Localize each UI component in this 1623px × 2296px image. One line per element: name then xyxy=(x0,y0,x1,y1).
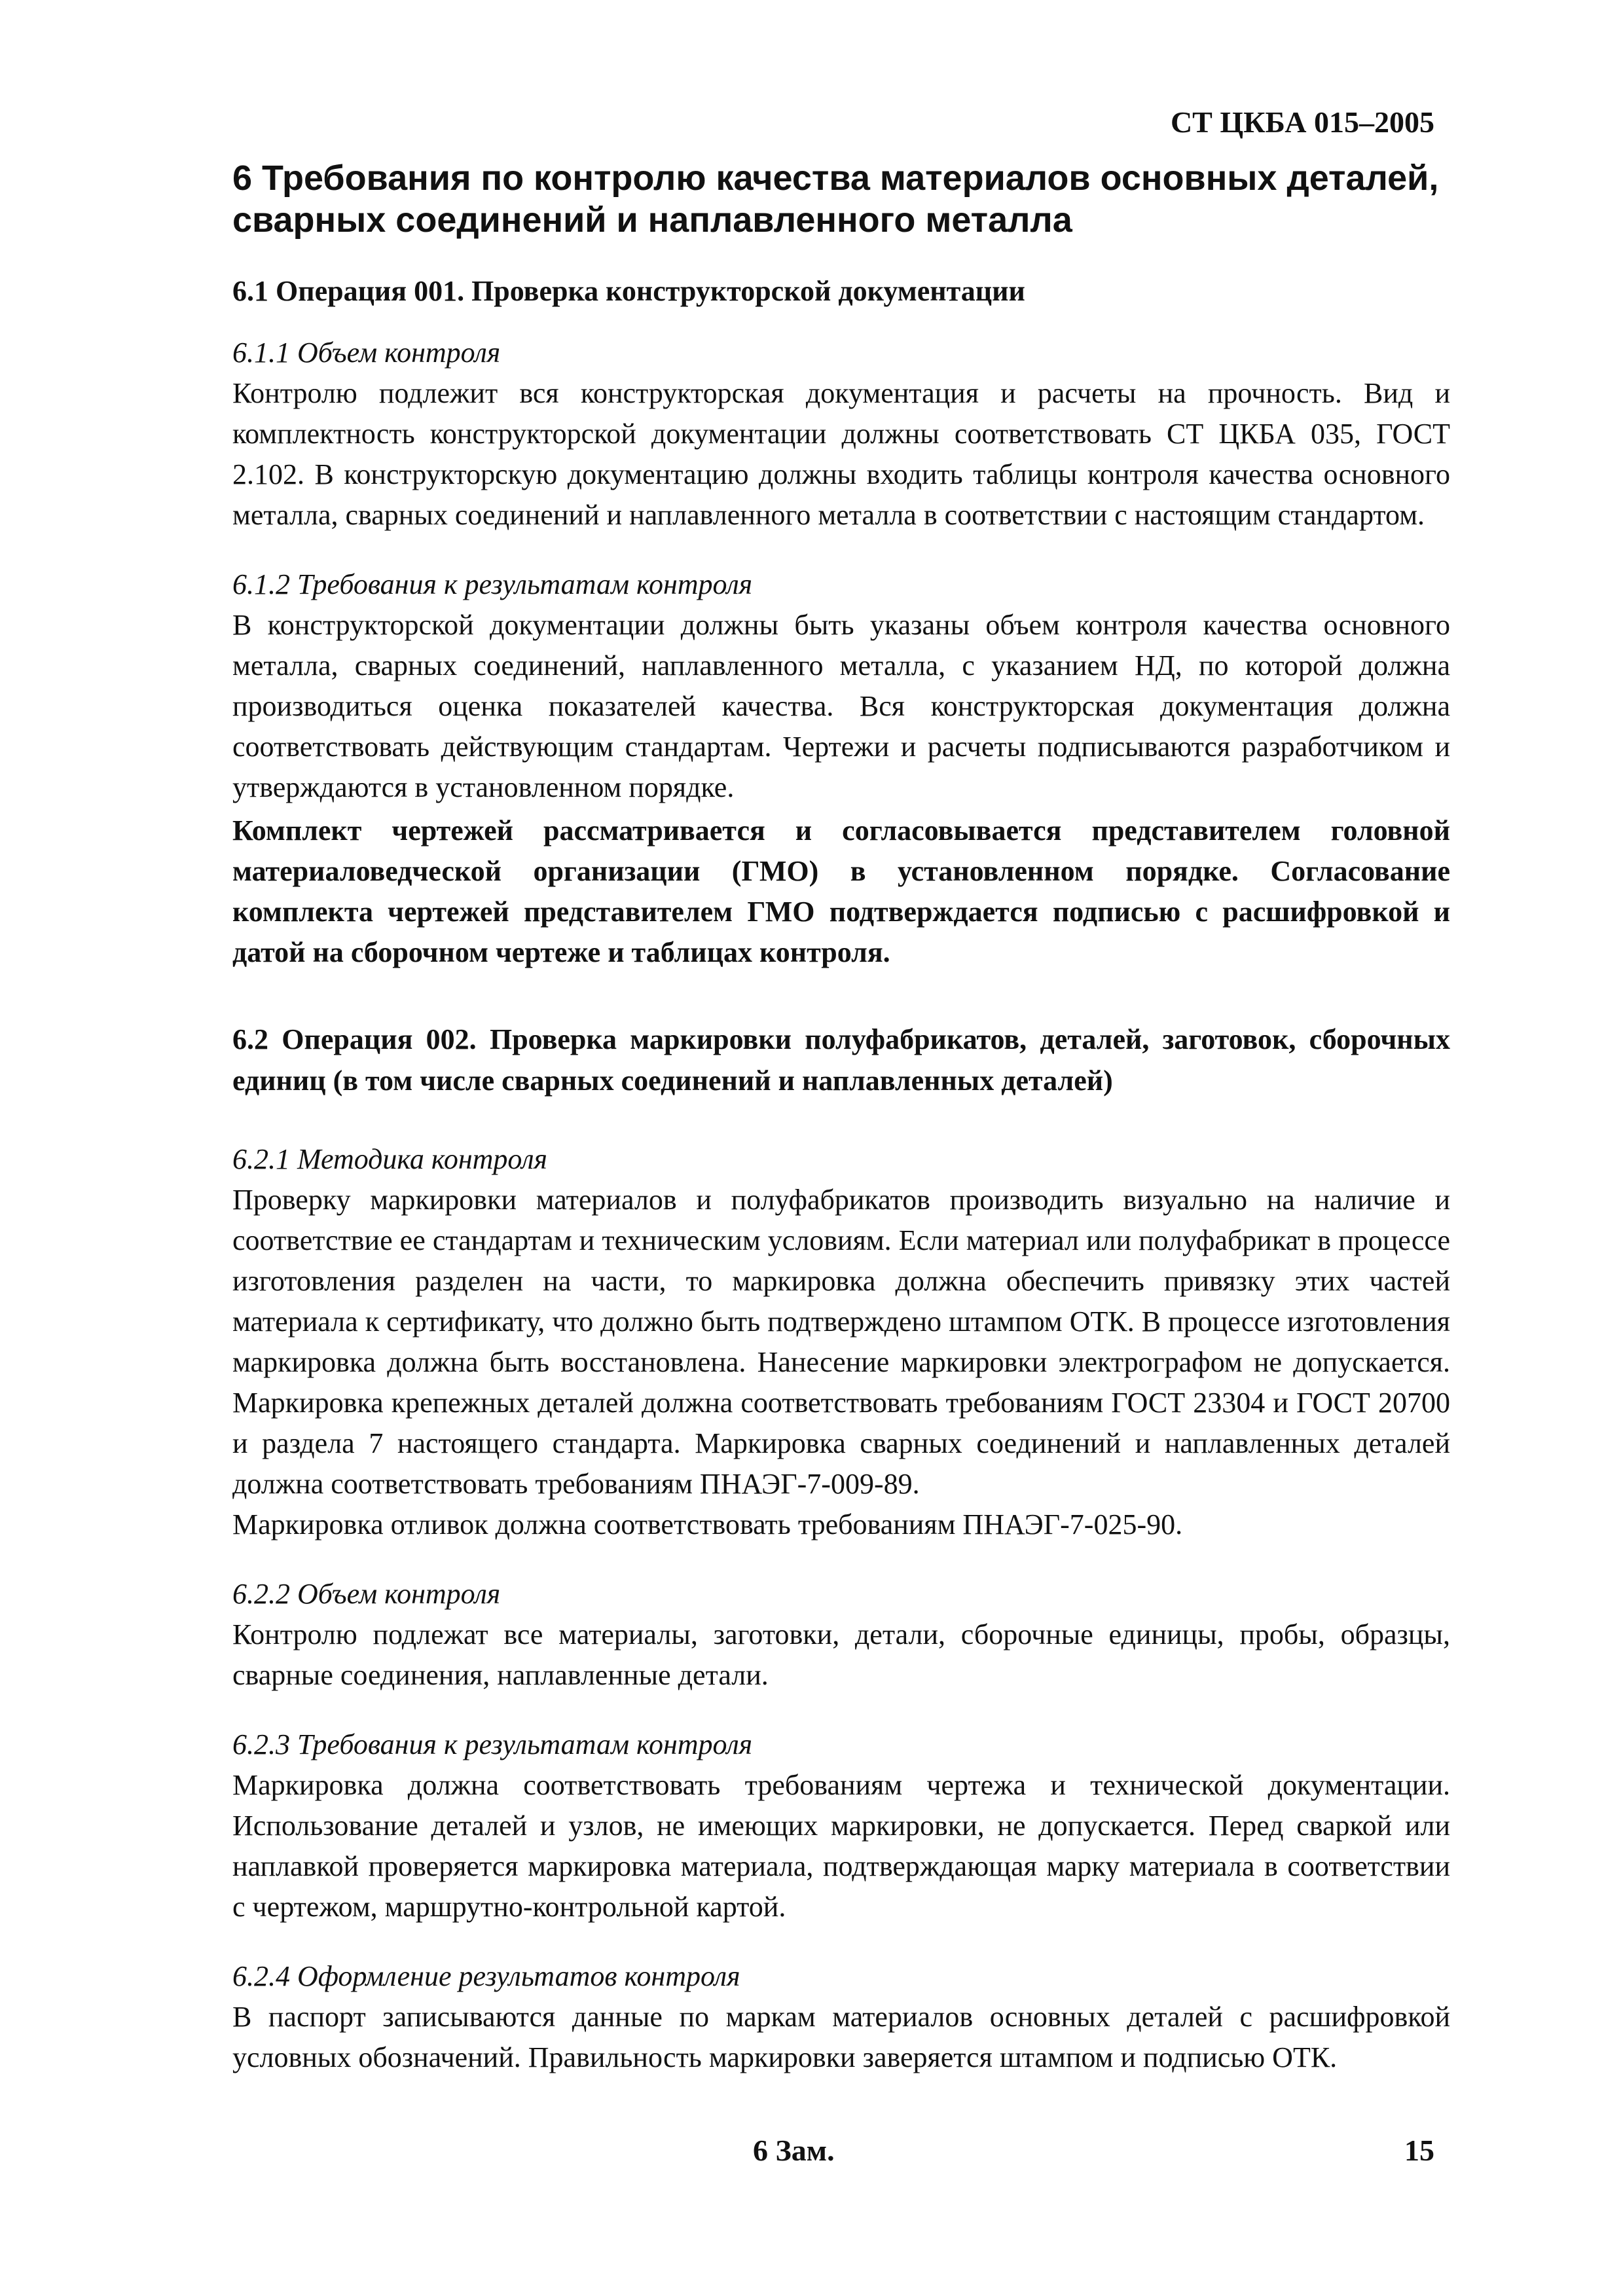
operation-001-heading: 6.1 Операция 001. Проверка конструкторской документации xyxy=(232,275,1025,307)
amendment-note: 6 Зам. xyxy=(753,2134,835,2167)
subsection-6-2-4-text: В паспорт записываются данные по маркам материалов основных деталей с расшифровкой условных обозначений. Правильность маркировки заверяется штампом и подписью ОТК. xyxy=(232,2001,1450,2073)
subsection-6-2-2-text: Контролю подлежат все материалы, заготовки, детали, сборочные единицы, пробы, образцы, сварные соединения, наплавленные детали. xyxy=(232,1618,1450,1691)
subsection-6-2-1-text: Проверку маркировки материалов и полуфабрикатов производить визуально на наличие и соответствие ее стандартам и техническим условиям. Если материал или полуфабрикат в процессе изготовления разделен на части, то маркировка должна обеспечить привязку этих частей материала к сертификату, что должно быть подтверждено штампом ОТК. В процессе изготовления маркировка должна быть восстановлена. Нанесение маркировки электрографом не допускается. Маркировка крепежных деталей должна соответствовать требованиям ГОСТ 23304 и ГОСТ 20700 и раздела 7 настоящего стандарта. Маркировка сварных соединений и наплавленных деталей должна соответствовать требованиям ПНАЭГ-7-009-89. xyxy=(232,1184,1450,1500)
subsection-6-1-1-heading: 6.1.1 Объем контроля xyxy=(232,337,501,369)
subsection-6-1-1-text: Контролю подлежит вся конструкторская документация и расчеты на прочность. Вид и комплектность конструкторской документации должны соответствовать СТ ЦКБА 035, ГОСТ 2.102. В конструкторскую документацию должны входить таблицы контроля качества основного металла, сварных соединений и наплавленного металла в соответствии с настоящим стандартом. xyxy=(232,377,1450,531)
document-code: СТ ЦКБА 015–2005 xyxy=(1170,105,1434,139)
page-number: 15 xyxy=(1404,2134,1434,2167)
section-title: 6 Требования по контролю качества материалов основных деталей, сварных соединений и наплавленного металла xyxy=(232,158,1439,240)
operation-002-heading: 6.2 Операция 002. Проверка маркировки полуфабрикатов, деталей, заготовок, сборочных единиц (в том числе сварных соединений и наплавленных деталей) xyxy=(232,1023,1450,1097)
subsection-6-2-2-heading: 6.2.2 Объем контроля xyxy=(232,1578,501,1610)
subsection-6-1-2-text: В конструкторской документации должны быть указаны объем контроля качества основного металла, сварных соединений, наплавленного металла, с указанием НД, по которой должна производиться оценка показателей качества. Вся конструкторская документация должна соответствовать действующим стандартам. Чертежи и расчеты подписываются разработчиком и утверждаются в установленном порядке. xyxy=(232,609,1450,803)
page-content xyxy=(232,157,1450,2078)
subsection-6-2-1-heading: 6.2.1 Методика контроля xyxy=(232,1143,547,1175)
subsection-6-1-2-bold-text: Комплект чертежей рассматривается и согласовывается представителем головной материаловедческой организации (ГМО) в установленном порядке. Согласование комплекта чертежей представителем ГМО подтверждается подписью с расшифровкой и датой на сборочном чертеже и таблицах контроля. xyxy=(232,814,1450,968)
subsection-6-2-3-text: Маркировка должна соответствовать требованиям чертежа и технической документации. Использование деталей и узлов, не имеющих маркировки, не допускается. Перед сваркой или наплавкой проверяется маркировка материала, подтверждающая марку материала в соответствии с чертежом, маршрутно-контрольной картой. xyxy=(232,1769,1450,1923)
subsection-6-1-2-heading: 6.1.2 Требования к результатам контроля xyxy=(232,568,753,600)
subsection-6-2-4-heading: 6.2.4 Оформление результатов контроля xyxy=(232,1960,740,1992)
subsection-6-2-1-text-2: Маркировка отливок должна соответствовать требованиям ПНАЭГ-7-025-90. xyxy=(232,1508,1183,1540)
subsection-6-2-3-heading: 6.2.3 Требования к результатам контроля xyxy=(232,1728,753,1760)
